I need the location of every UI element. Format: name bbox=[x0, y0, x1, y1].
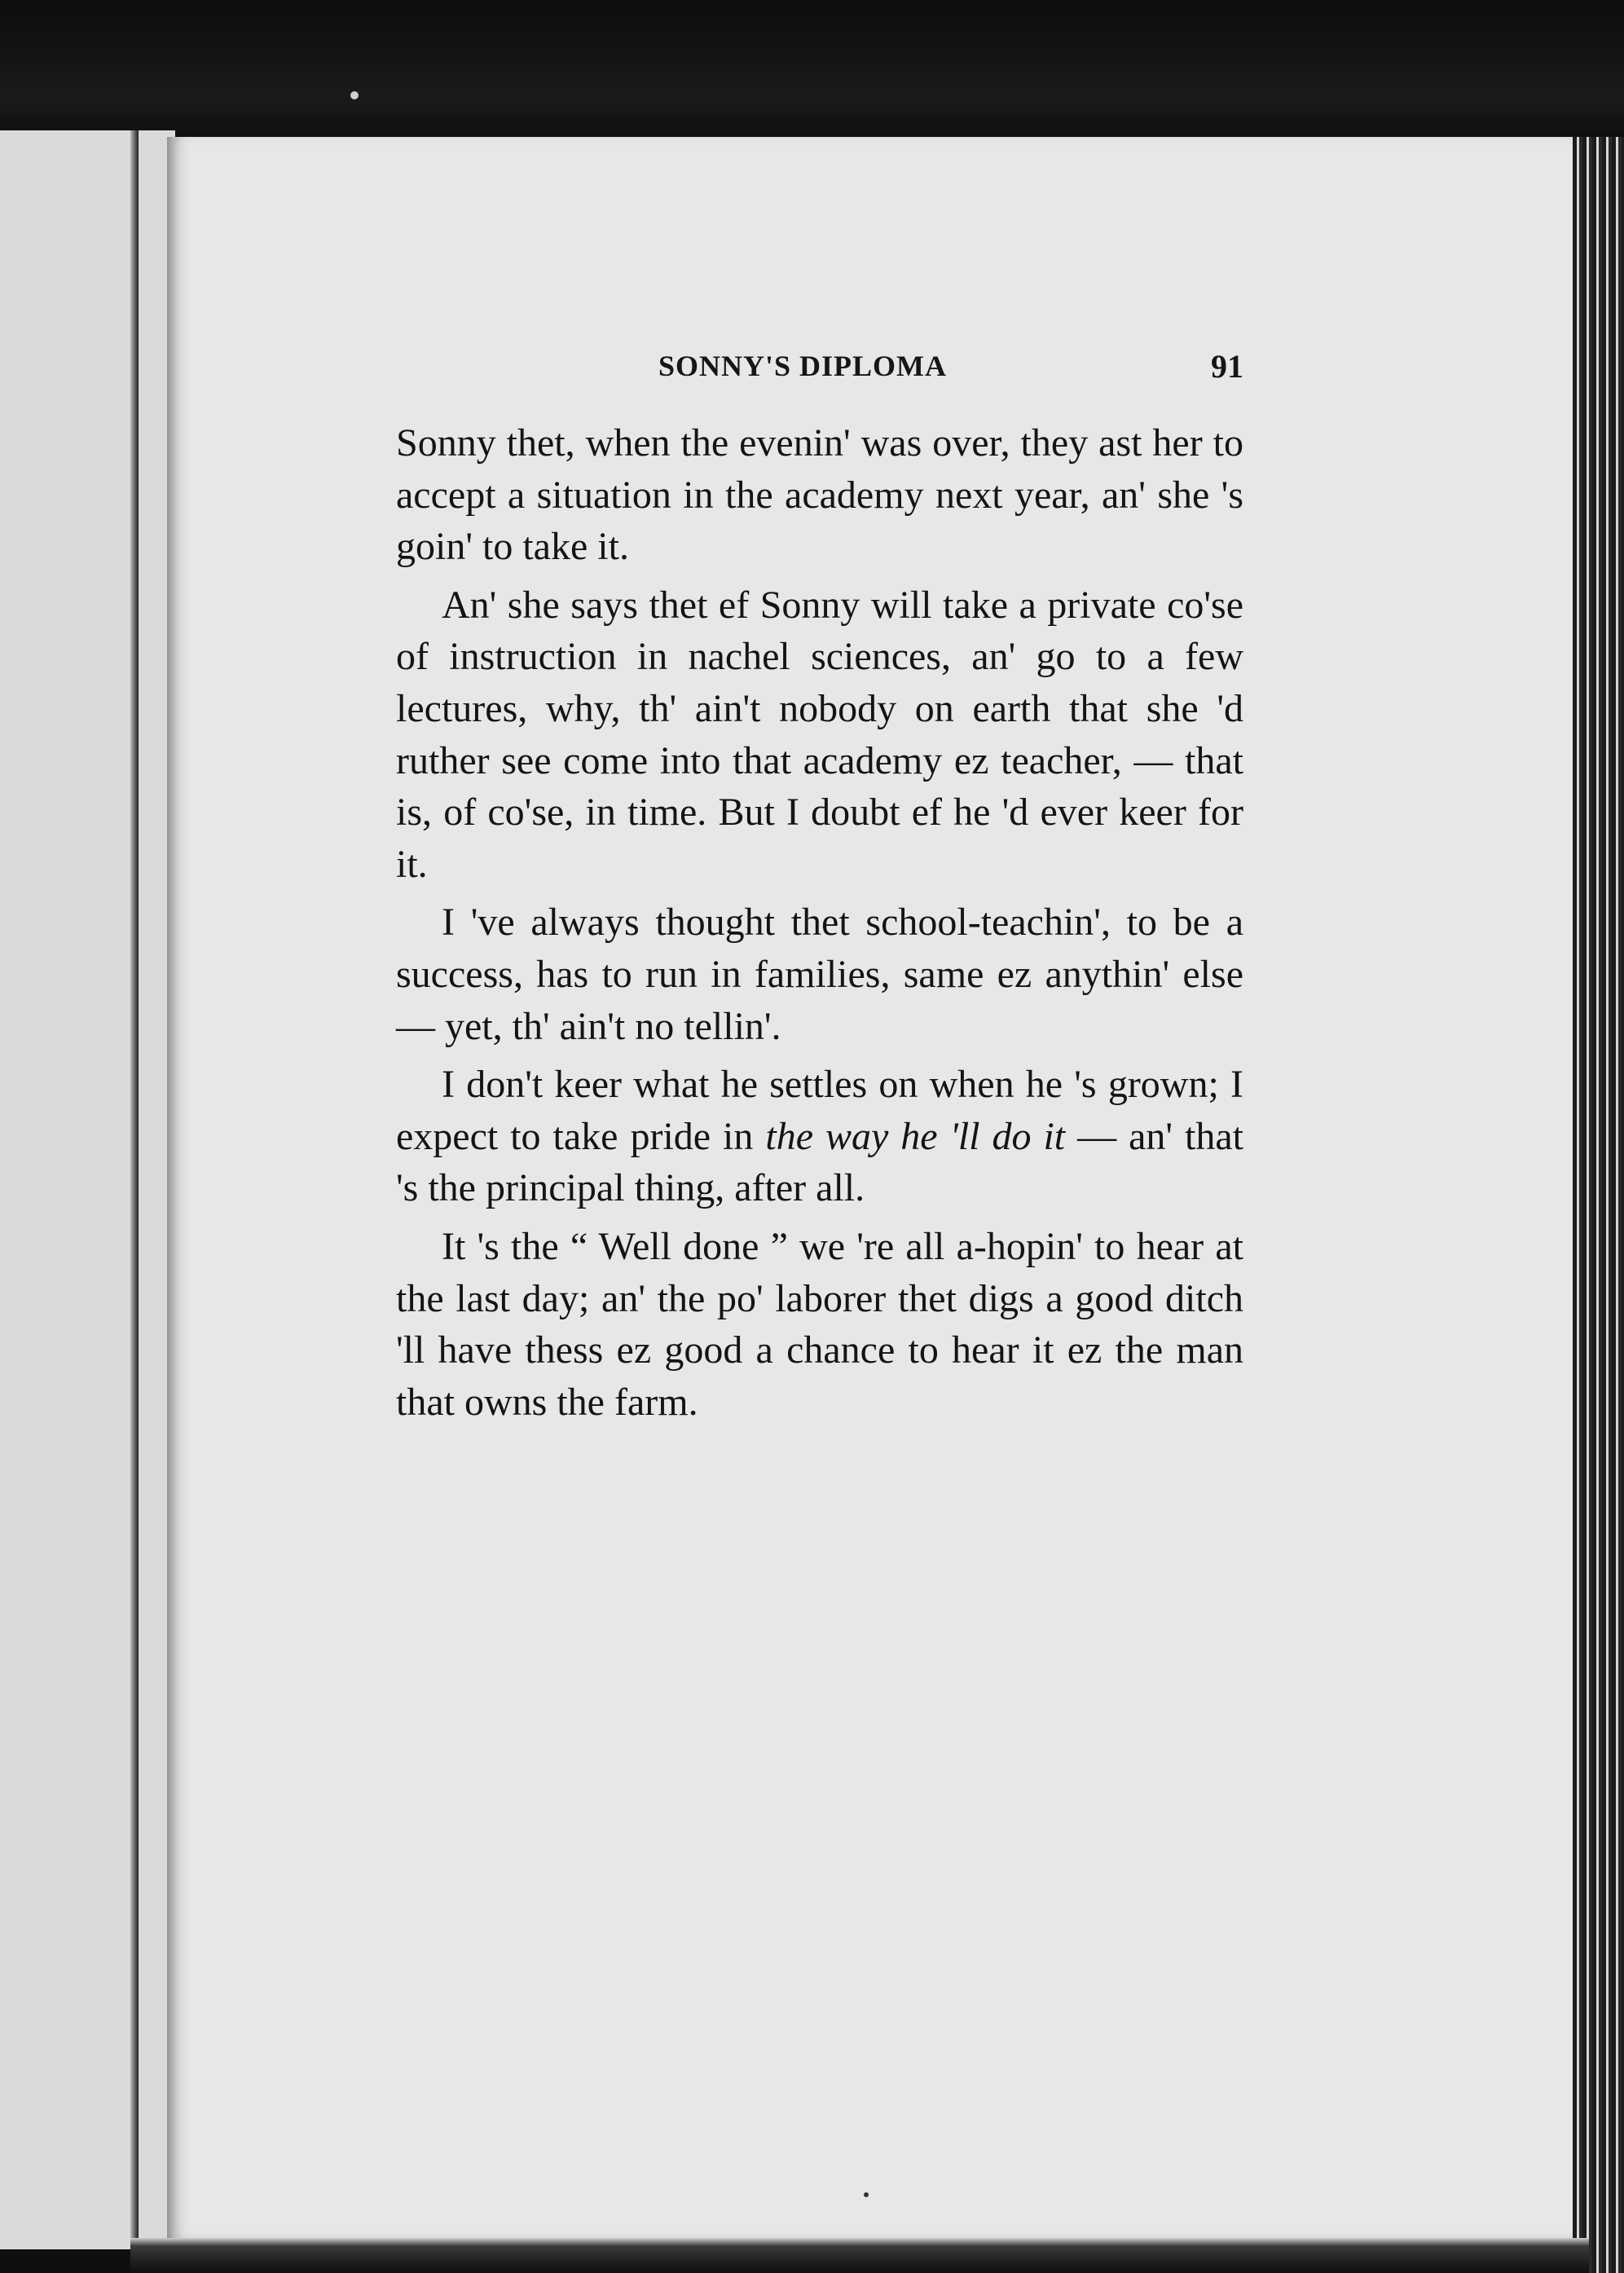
paragraph-4-italic: the way he 'll do it bbox=[765, 1114, 1066, 1158]
page-header bbox=[396, 349, 1243, 394]
dust-speck bbox=[350, 91, 359, 99]
paragraph-5: It 's the “ Well done ” we 're all a-hopin' to hear at the last day; an' the po' laborer thet digs a good ditch 'll have thess ez good a chance to hear it ez the man that owns the farm. bbox=[396, 1224, 1243, 1424]
paragraph-4-text-b: — an' that 's the principal thing, after all. bbox=[396, 1114, 1243, 1210]
footer-mark bbox=[864, 2192, 869, 2197]
paragraph-3: I 've always thought thet school-teachin', to be a success, has to run in families, same ez anythin' else — yet, th' ain't no tellin'. bbox=[396, 901, 1243, 1048]
paragraph-2: An' she says thet ef Sonny will take a private co'se of instruction in nachel sciences, an' go to a few lectures, why, th' ain't nobody on earth that she 'd ruther see come into that academy ez teacher, — that is, of co'se, in time. But I doubt ef he 'd ever keer for it. bbox=[396, 583, 1243, 886]
page-number: 91 bbox=[1211, 348, 1243, 385]
right-page-edges bbox=[1573, 137, 1624, 2273]
body-text bbox=[396, 417, 1243, 1434]
left-page-edge bbox=[0, 130, 175, 2249]
paragraph-4 bbox=[396, 1059, 1243, 1214]
paragraph-1: Sonny thet, when the evenin' was over, they ast her to accept a situation in the academy next year, an' she 's goin' to take it. bbox=[396, 421, 1243, 569]
running-head: SONNY'S DIPLOMA bbox=[658, 350, 948, 382]
bottom-page-edge bbox=[130, 2238, 1589, 2273]
paragraph-4-text-a: I don't keer what he settles on when he 's grown; I expect to take pride in bbox=[396, 1063, 1243, 1158]
book-spine-shadow bbox=[130, 130, 139, 2249]
